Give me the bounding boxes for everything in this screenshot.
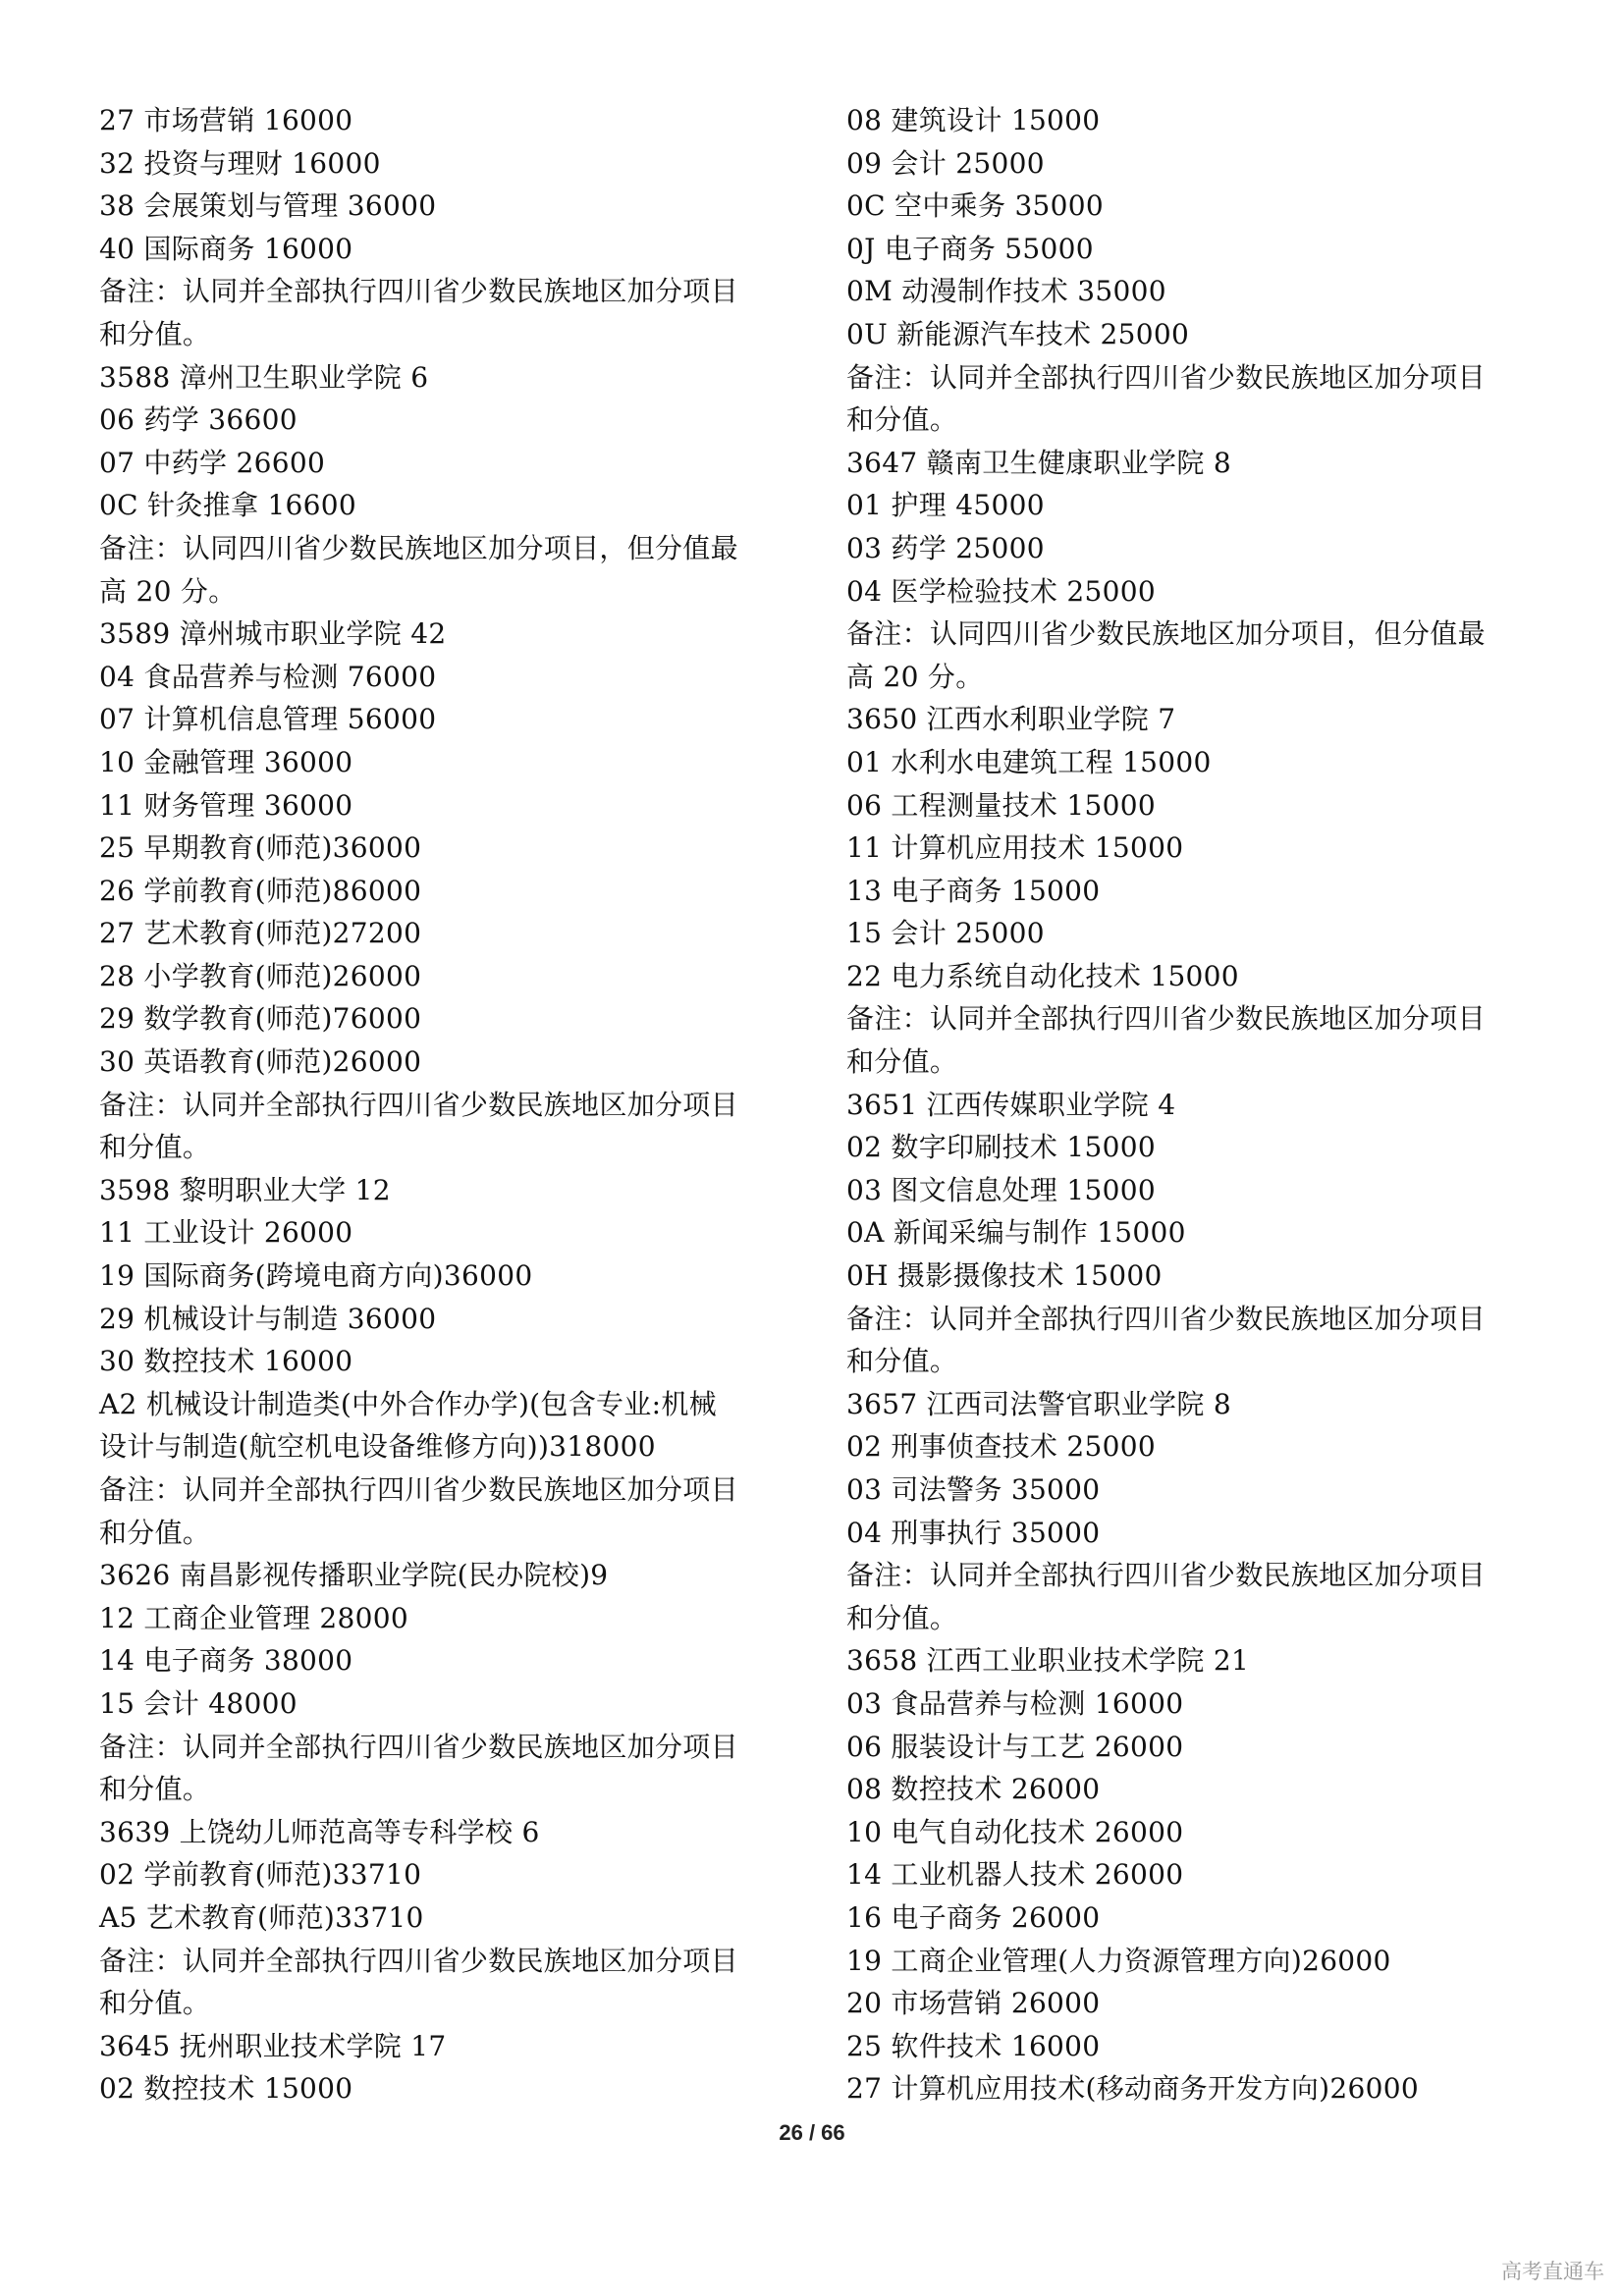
page-number: 26 / 66 xyxy=(779,2120,845,2145)
text-line: 0C 空中乘务 35000 xyxy=(846,189,1105,223)
text-line: 12 工商企业管理 28000 xyxy=(99,1601,409,1634)
text-line: 28 小学教育(师范)26000 xyxy=(99,959,422,992)
text-line: A5 艺术教育(师范)33710 xyxy=(99,1900,424,1934)
text-line: 09 会计 25000 xyxy=(846,146,1045,180)
text-line: 19 国际商务(跨境电商方向)36000 xyxy=(99,1259,533,1293)
text-line: 和分值。 xyxy=(846,1601,958,1634)
text-line: 和分值。 xyxy=(846,1345,958,1378)
text-line: 3589 漳州城市职业学院 42 xyxy=(99,617,447,651)
text-line: 和分值。 xyxy=(99,1987,211,2020)
text-line: 07 中药学 26600 xyxy=(99,446,326,479)
text-line: 14 工业机器人技术 26000 xyxy=(846,1858,1184,1892)
text-line: 和分值。 xyxy=(99,1516,211,1549)
text-line: 和分值。 xyxy=(99,317,211,350)
text-line: 02 学前教育(师范)33710 xyxy=(99,1858,422,1892)
text-line: 3657 江西司法警官职业学院 8 xyxy=(846,1387,1231,1420)
text-line: 22 电力系统自动化技术 15000 xyxy=(846,959,1239,992)
text-line: 15 会计 25000 xyxy=(846,917,1045,950)
text-line: 3645 抚州职业技术学院 17 xyxy=(99,2029,447,2062)
text-line: 03 司法警务 35000 xyxy=(846,1473,1101,1506)
text-line: 3650 江西水利职业学院 7 xyxy=(846,703,1176,736)
text-line: 备注：认同四川省少数民族地区加分项目，但分值最 xyxy=(846,617,1486,651)
watermark: 高考直通车 xyxy=(1501,2260,1604,2283)
text-line: 3647 赣南卫生健康职业学院 8 xyxy=(846,446,1231,479)
text-line: 3658 江西工业职业技术学院 21 xyxy=(846,1644,1250,1678)
text-line: 备注：认同并全部执行四川省少数民族地区加分项目 xyxy=(846,1559,1486,1592)
text-line: 备注：认同并全部执行四川省少数民族地区加分项目 xyxy=(846,1302,1486,1335)
text-line: 07 计算机信息管理 56000 xyxy=(99,703,437,736)
text-line: 01 护理 45000 xyxy=(846,489,1045,522)
text-line: 备注：认同并全部执行四川省少数民族地区加分项目 xyxy=(846,360,1486,394)
text-line: 02 数字印刷技术 15000 xyxy=(846,1131,1157,1164)
text-line: 08 建筑设计 15000 xyxy=(846,104,1101,136)
text-line: A2 机械设计制造类(中外合作办学)(包含专业:机械 xyxy=(99,1387,717,1420)
text-line: 备注：认同并全部执行四川省少数民族地区加分项目 xyxy=(99,275,738,308)
text-line: 25 软件技术 16000 xyxy=(846,2029,1101,2062)
text-line: 30 英语教育(师范)26000 xyxy=(99,1045,422,1079)
text-line: 01 水利水电建筑工程 15000 xyxy=(846,745,1212,778)
text-line: 和分值。 xyxy=(846,1045,958,1079)
text-line: 3651 江西传媒职业学院 4 xyxy=(846,1088,1176,1121)
text-line: 02 数控技术 15000 xyxy=(99,2072,353,2106)
text-line: 29 机械设计与制造 36000 xyxy=(99,1302,437,1335)
text-line: 10 电气自动化技术 26000 xyxy=(846,1815,1184,1848)
text-line: 03 图文信息处理 15000 xyxy=(846,1173,1157,1206)
text-line: 0A 新闻采编与制作 15000 xyxy=(846,1216,1186,1250)
text-line: 14 电子商务 38000 xyxy=(99,1644,353,1678)
text-line: 27 市场营销 16000 xyxy=(99,104,353,136)
text-line: 高 20 分。 xyxy=(846,660,984,693)
text-line: 0M 动漫制作技术 35000 xyxy=(846,275,1166,308)
text-line: 04 刑事执行 35000 xyxy=(846,1516,1101,1549)
text-line: 04 食品营养与检测 76000 xyxy=(99,660,437,693)
text-line: 25 早期教育(师范)36000 xyxy=(99,831,422,865)
text-line: 0C 针灸推拿 16600 xyxy=(99,489,357,522)
text-line: 26 学前教育(师范)86000 xyxy=(99,874,422,907)
text-line: 13 电子商务 15000 xyxy=(846,874,1101,907)
text-line: 和分值。 xyxy=(99,1131,211,1164)
text-line: 和分值。 xyxy=(846,403,958,437)
text-line: 03 药学 25000 xyxy=(846,531,1045,564)
text-line: 06 服装设计与工艺 26000 xyxy=(846,1730,1184,1763)
text-line: 高 20 分。 xyxy=(99,574,237,608)
text-line: 32 投资与理财 16000 xyxy=(99,146,381,180)
text-line: 和分值。 xyxy=(99,1773,211,1806)
text-line: 27 计算机应用技术(移动商务开发方向)26000 xyxy=(846,2072,1419,2106)
text-line: 备注：认同并全部执行四川省少数民族地区加分项目 xyxy=(99,1730,738,1763)
text-line: 02 刑事侦查技术 25000 xyxy=(846,1430,1157,1464)
left-column xyxy=(99,99,806,2110)
text-line: 0U 新能源汽车技术 25000 xyxy=(846,317,1190,350)
text-line: 04 医学检验技术 25000 xyxy=(846,574,1157,608)
text-line: 10 金融管理 36000 xyxy=(99,745,353,778)
text-line: 11 工业设计 26000 xyxy=(99,1216,353,1250)
text-line: 备注：认同并全部执行四川省少数民族地区加分项目 xyxy=(99,1088,738,1121)
text-line: 15 会计 48000 xyxy=(99,1686,298,1720)
text-line: 设计与制造(航空机电设备维修方向))318000 xyxy=(99,1430,656,1464)
text-line: 0J 电子商务 55000 xyxy=(846,232,1094,265)
text-line: 06 药学 36600 xyxy=(99,403,298,437)
text-line: 11 财务管理 36000 xyxy=(99,788,353,822)
text-line: 29 数学教育(师范)76000 xyxy=(99,1002,422,1036)
text-line: 备注：认同并全部执行四川省少数民族地区加分项目 xyxy=(99,1473,738,1506)
text-line: 0H 摄影摄像技术 15000 xyxy=(846,1259,1163,1293)
text-line: 11 计算机应用技术 15000 xyxy=(846,831,1184,865)
text-line: 3588 漳州卫生职业学院 6 xyxy=(99,360,429,394)
text-line: 08 数控技术 26000 xyxy=(846,1773,1101,1806)
text-line: 3626 南昌影视传播职业学院(民办院校)9 xyxy=(99,1559,609,1592)
text-line: 备注：认同并全部执行四川省少数民族地区加分项目 xyxy=(846,1002,1486,1036)
right-column xyxy=(846,99,1553,2110)
text-line: 20 市场营销 26000 xyxy=(846,1987,1101,2020)
text-line: 3598 黎明职业大学 12 xyxy=(99,1173,391,1206)
text-line: 备注：认同并全部执行四川省少数民族地区加分项目 xyxy=(99,1944,738,1977)
text-line: 3639 上饶幼儿师范高等专科学校 6 xyxy=(99,1815,540,1848)
text-line: 38 会展策划与管理 36000 xyxy=(99,189,437,223)
text-line: 30 数控技术 16000 xyxy=(99,1345,353,1378)
text-line: 03 食品营养与检测 16000 xyxy=(846,1686,1184,1720)
text-line: 06 工程测量技术 15000 xyxy=(846,788,1157,822)
text-line: 27 艺术教育(师范)27200 xyxy=(99,917,422,950)
text-line: 40 国际商务 16000 xyxy=(99,232,353,265)
text-line: 备注：认同四川省少数民族地区加分项目，但分值最 xyxy=(99,531,738,564)
text-line: 19 工商企业管理(人力资源管理方向)26000 xyxy=(846,1944,1391,1977)
text-line: 16 电子商务 26000 xyxy=(846,1900,1101,1934)
